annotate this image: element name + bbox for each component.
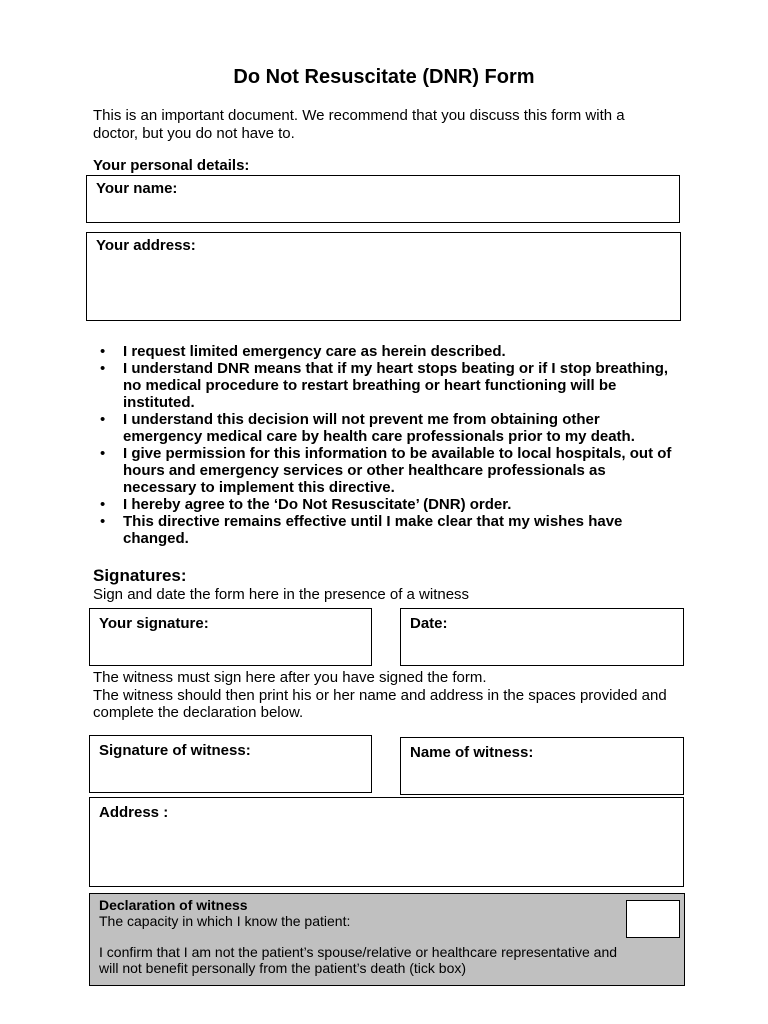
declaration-capacity: The capacity in which I know the patient:: [99, 913, 351, 929]
page-title: Do Not Resuscitate (DNR) Form: [233, 66, 535, 88]
date-label: Date:: [410, 615, 448, 632]
bullet-icon: •: [100, 411, 106, 428]
witness-instruction-line-1: The witness must sign here after you have signed the form.: [93, 669, 487, 686]
name-field-label: Your name:: [96, 180, 178, 197]
witness-signature-field[interactable]: [89, 735, 372, 793]
tick-box[interactable]: [626, 900, 680, 938]
declaration-title: Declaration of witness: [99, 897, 248, 913]
witness-address-field[interactable]: [89, 797, 684, 887]
name-field[interactable]: [86, 175, 680, 223]
address-field-label: Your address:: [96, 237, 196, 254]
declaration-confirm: I confirm that I am not the patient’s spouse/relative or healthcare representative and will not benefit personally from the patient’s death (tick box): [99, 944, 618, 976]
address-field[interactable]: [86, 232, 681, 321]
witness-name-label: Name of witness:: [410, 744, 534, 761]
list-item: [100, 360, 680, 411]
witness-declaration: [89, 893, 685, 986]
witness-instructions: [93, 669, 693, 722]
bullet-icon: •: [100, 445, 106, 462]
statement-text: I hereby agree to the ‘Do Not Resuscitate’ (DNR) order.: [123, 496, 512, 513]
statement-text: This directive remains effective until I make clear that my wishes have changed.: [123, 513, 623, 547]
bullet-icon: •: [100, 496, 106, 513]
statement-text: I understand DNR means that if my heart stops beating or if I stop breathing, no medical procedure to restart breathing or heart functioning will be instituted.: [123, 360, 669, 411]
list-item: [100, 411, 680, 445]
personal-details-heading: Your personal details:: [93, 157, 250, 174]
bullet-icon: •: [100, 360, 106, 377]
list-item: [100, 343, 680, 360]
date-field[interactable]: [400, 608, 684, 666]
list-item: [100, 513, 680, 547]
your-signature-field[interactable]: [89, 608, 372, 666]
witness-name-field[interactable]: [400, 737, 684, 795]
intro-text: This is an important document. We recommend that you discuss this form with a doctor, but you do not have to.: [93, 107, 625, 142]
statement-text: I request limited emergency care as herein described.: [123, 343, 506, 360]
bullet-icon: •: [100, 343, 106, 360]
witness-signature-label: Signature of witness:: [99, 742, 251, 759]
your-signature-label: Your signature:: [99, 615, 209, 632]
bullet-icon: •: [100, 513, 106, 530]
statement-list: [100, 343, 680, 547]
list-item: [100, 445, 680, 496]
signatures-instruction: Sign and date the form here in the presence of a witness: [93, 586, 470, 603]
witness-address-label: Address :: [99, 804, 169, 821]
signatures-heading: Signatures:: [93, 566, 187, 585]
statement-text: I give permission for this information to be available to local hospitals, out of hours and emergency services or other healthcare professionals as necessary to implement this directive.: [123, 445, 672, 496]
list-item: [100, 496, 680, 513]
statement-text: I understand this decision will not prevent me from obtaining other emergency medical care by health care professionals prior to my death.: [123, 411, 635, 445]
witness-instruction-line-2: The witness should then print his or her name and address in the spaces provided and complete the declaration below.: [93, 686, 667, 721]
